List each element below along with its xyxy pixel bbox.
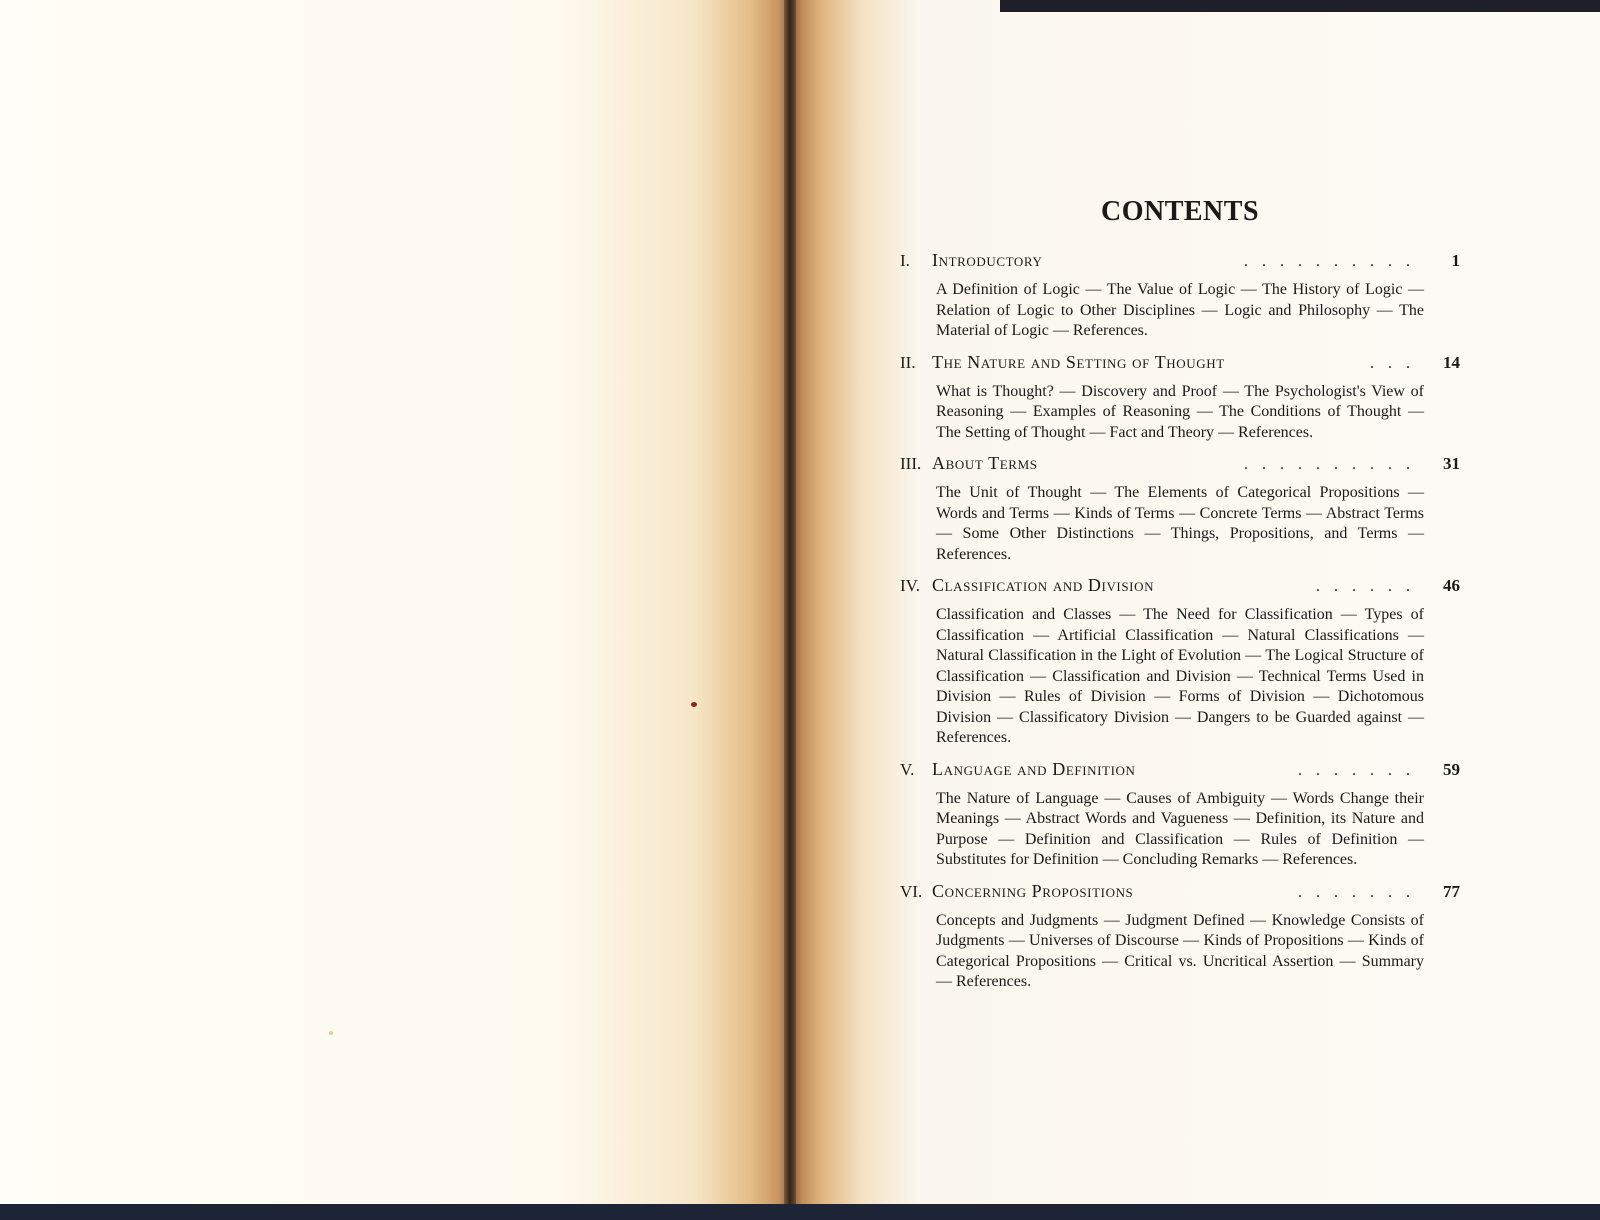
- chapter-number: IV.: [900, 576, 920, 595]
- chapter-number: III.: [900, 454, 922, 473]
- chapter-title: Concerning Propositions: [932, 880, 1134, 901]
- chapter-entry: [900, 881, 1460, 993]
- chapter-line: [900, 453, 1460, 479]
- chapter-description: Classification and Classes — The Need for Classification — Types of Classification — Artificial Classification — Natural Classifications — Natural Classification in the Light of Evolution — The Logical Structure of Classification — Classification and Division — Technical Terms Used in Division — Rules of Division — Forms of Division — Dichotomous Division — Classificatory Division — Dangers to be Guarded against — References.: [936, 606, 1424, 746]
- paper-speck: [691, 702, 697, 707]
- chapter-page-number: 59: [1443, 759, 1460, 779]
- chapter-number: II.: [900, 352, 916, 372]
- chapter-number: I.: [900, 251, 910, 270]
- chapter-title: About Terms: [932, 453, 1038, 473]
- chapter-entry: [900, 352, 1460, 444]
- dot-leader: ......: [1316, 578, 1424, 595]
- chapter-page-number: 31: [1443, 454, 1460, 473]
- dot-leader: .......: [1298, 761, 1424, 779]
- chapter-description: The Unit of Thought — The Elements of Categorical Propositions — Words and Terms — Kinds of Terms — Concrete Terms — Abstract Terms — Some Other Distinctions — Things, Propositions, and Terms — References.: [936, 484, 1424, 563]
- chapter-page-number: 14: [1443, 352, 1460, 372]
- chapter-line: [900, 881, 1460, 907]
- cover-edge-top: [1000, 0, 1600, 12]
- contents-heading: CONTENTS: [1100, 196, 1260, 227]
- chapter-entry: [900, 250, 1460, 342]
- chapter-line: [900, 250, 1460, 276]
- chapter-entry: [900, 575, 1460, 749]
- paper-speck: [329, 1031, 333, 1035]
- table-of-contents: [900, 196, 1460, 1003]
- chapter-number: V.: [900, 759, 915, 779]
- dot-leader: ...: [1370, 354, 1424, 372]
- chapter-description: The Nature of Language — Causes of Ambiguity — Words Change their Meanings — Abstract Words and Vagueness — Definition, its Nature and Purpose — Definition and Classification — Rules of Definition — Substitutes for Definition — Concluding Remarks — References.: [936, 789, 1424, 868]
- chapter-description: What is Thought? — Discovery and Proof — The Psychologist's View of Reasoning — Examples of Reasoning — The Conditions of Thought — The Setting of Thought — Fact and Theory — References.: [936, 382, 1424, 441]
- left-blank-page: [0, 0, 790, 1212]
- chapter-line: [900, 759, 1460, 785]
- chapter-title: Classification and Division: [932, 575, 1155, 595]
- chapter-entry: [900, 759, 1460, 871]
- cover-edge-bottom: [0, 1204, 1600, 1220]
- chapter-number: VI.: [900, 881, 923, 901]
- chapter-description: Concepts and Judgments — Judgment Defined — Knowledge Consists of Judgments — Universes of Discourse — Kinds of Propositions — Kinds of Categorical Propositions — Critical vs. Uncritical Assertion — Summary — References.: [936, 911, 1424, 990]
- book-gutter: [784, 0, 796, 1212]
- chapter-description: A Definition of Logic — The Value of Logic — The History of Logic — Relation of Logic to Other Disciplines — Logic and Philosophy — The Material of Logic — References.: [936, 281, 1424, 339]
- chapter-line: [900, 352, 1460, 378]
- chapter-page-number: 1: [1451, 251, 1460, 270]
- chapter-title: Language and Definition: [932, 758, 1136, 779]
- chapter-title: The Nature and Setting of Thought: [932, 351, 1225, 372]
- dot-leader: .......: [1298, 883, 1424, 901]
- chapter-page-number: 77: [1443, 881, 1460, 901]
- chapter-page-number: 46: [1443, 576, 1460, 595]
- dot-leader: ..........: [1244, 253, 1424, 270]
- chapter-title: Introductory: [932, 250, 1043, 270]
- chapter-entry: [900, 453, 1460, 565]
- dot-leader: ..........: [1244, 456, 1424, 473]
- chapter-line: [900, 575, 1460, 601]
